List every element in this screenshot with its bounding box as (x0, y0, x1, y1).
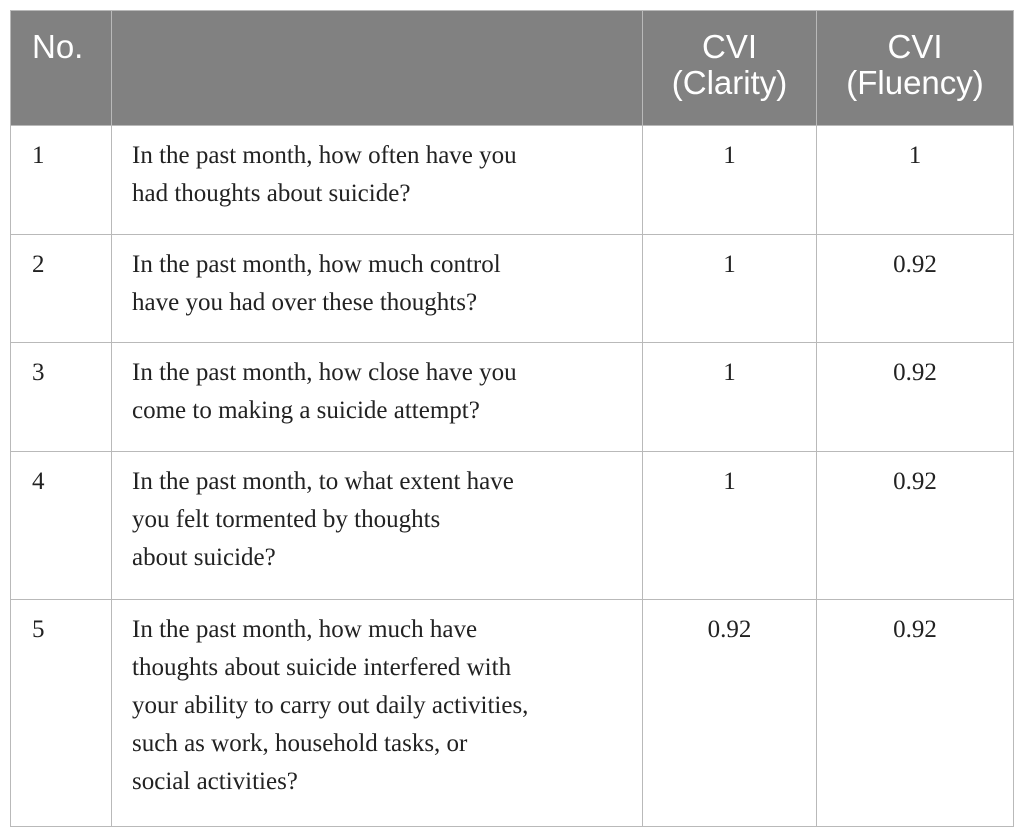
question-line: your ability to carry out daily activities, (132, 692, 529, 719)
question-line: such as work, household tasks, or (132, 730, 468, 757)
table-row (11, 343, 1014, 452)
question-line: had thoughts about suicide? (132, 180, 411, 207)
header-clarity-line2: (Clarity) (671, 64, 788, 101)
question-line: about suicide? (132, 544, 276, 571)
row-number: 5 (11, 600, 112, 827)
table-row (11, 600, 1014, 827)
question-line: you felt tormented by thoughts (132, 506, 441, 533)
row-question (112, 126, 643, 235)
table-row (11, 452, 1014, 600)
row-question (112, 343, 643, 452)
question-line: In the past month, to what extent have (132, 468, 514, 495)
row-question (112, 600, 643, 827)
row-cvi-clarity: 1 (643, 343, 817, 452)
row-cvi-clarity: 1 (643, 235, 817, 343)
header-no: No. (11, 11, 112, 126)
row-cvi-clarity: 1 (643, 126, 817, 235)
row-number: 1 (11, 126, 112, 235)
question-line: In the past month, how close have you (132, 359, 517, 386)
question-line: In the past month, how much control (132, 251, 501, 278)
header-fluency-line1: CVI (887, 28, 943, 65)
question-line: social activities? (132, 768, 298, 795)
row-number: 3 (11, 343, 112, 452)
header-fluency-line2: (Fluency) (846, 64, 984, 101)
question-line: thoughts about suicide interfered with (132, 654, 512, 681)
question-line: In the past month, how often have you (132, 142, 517, 169)
cvi-table (10, 10, 1014, 827)
row-question (112, 452, 643, 600)
row-number: 4 (11, 452, 112, 600)
row-cvi-fluency: 1 (817, 126, 1014, 235)
row-cvi-clarity: 0.92 (643, 600, 817, 827)
row-number: 2 (11, 235, 112, 343)
table-row (11, 235, 1014, 343)
row-cvi-clarity: 1 (643, 452, 817, 600)
header-item (112, 11, 643, 126)
row-cvi-fluency: 0.92 (817, 235, 1014, 343)
row-cvi-fluency: 0.92 (817, 452, 1014, 600)
row-cvi-fluency: 0.92 (817, 343, 1014, 452)
header-cvi-clarity (643, 11, 817, 126)
question-line: have you had over these thoughts? (132, 289, 478, 316)
header-cvi-fluency (817, 11, 1014, 126)
row-cvi-fluency: 0.92 (817, 600, 1014, 827)
header-clarity-line1: CVI (701, 28, 757, 65)
table-row (11, 126, 1014, 235)
question-line: In the past month, how much have (132, 616, 478, 643)
header-row (11, 11, 1014, 126)
row-question (112, 235, 643, 343)
question-line: come to making a suicide attempt? (132, 397, 480, 424)
